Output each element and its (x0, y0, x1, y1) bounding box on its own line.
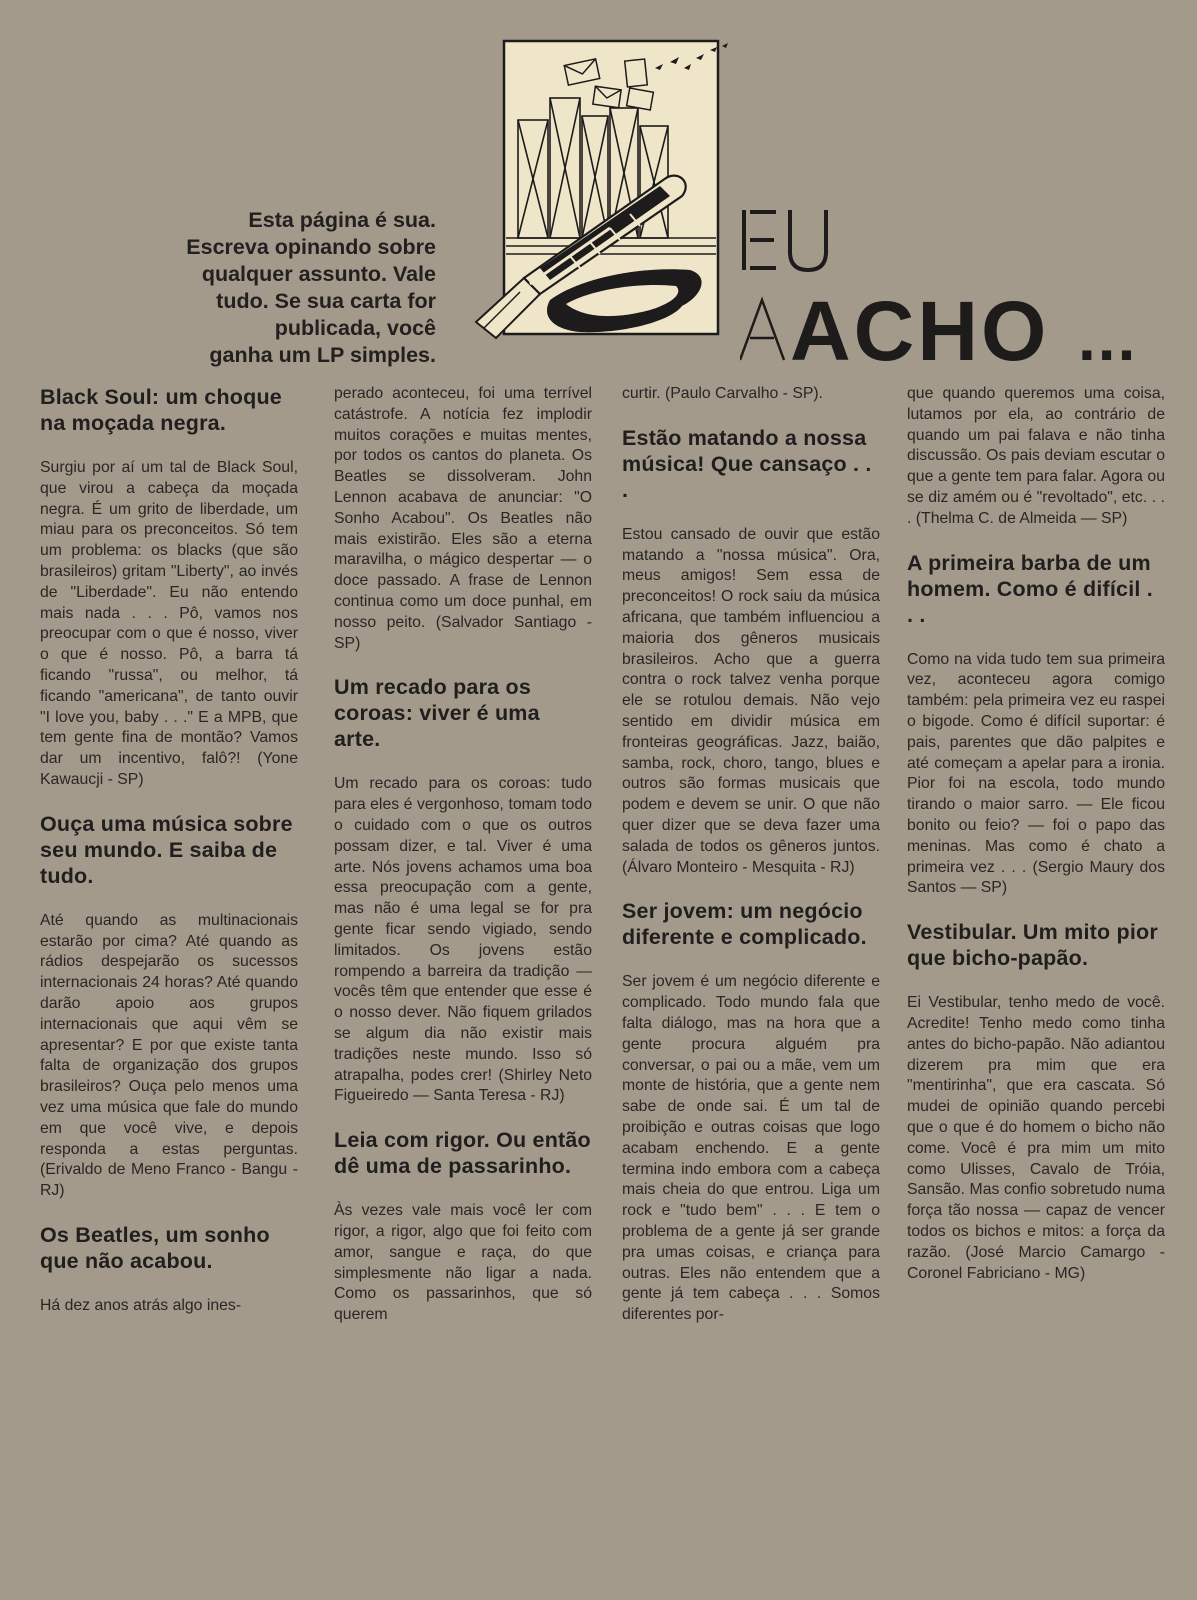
article-headline: Ser jovem: um negócio diferente e complicado. (622, 899, 867, 950)
article-body: Às vezes vale mais você ler com rigor, a rigor, algo que foi feito com amor, sangue e raça, do que simplesmente não ligar a nada. Como os passarinhos, que só querem (334, 1202, 592, 1324)
fountain-pen-city-envelopes-illustration (470, 38, 732, 368)
article-body: Estou cansado de ouvir que estão matando a "nossa música". Ora, meus amigos! Sem essa de preconceitos! O rock saiu da música africana, que também influenciou a maioria dos gêneros musicais brasileiros. Acho que a guerra contra o rock talvez venha porque ele se rotulou demais. Não vejo sentido em dividir música em fronteiras geográficas. Jazz, baião, samba, rock, choro, tango, blues e outros são formas musicais que podem e devem se unir. O que não quer dizer que se deva fazer uma salada de todos os gêneros juntos. (Álvaro Monteiro - Mesquita - RJ) (622, 525, 880, 876)
article-headline: Vestibular. Um mito pior que bicho-papão. (907, 920, 1158, 971)
article-headline: Black Soul: um choque na moçada negra. (40, 385, 282, 435)
article-body: Ser jovem é um negócio diferente e complicado. Todo mundo fala que falta diálogo, mas na hora que a gente procura alguém pra conversar, o pai ou a mãe, vem um monte de história, que a gente nem sabe de onde sai. É um tal de proibição e outras coisas que logo acabam enchendo. E a gente termina indo embora com a cabeça mais cheia do que entrou. Liga um rock e "tudo bem" . . . E tem o problema de a gente já ser grande pra umas coisas, e criança para outras. Eles não entendem que a gente já tem cabeça . . . Somos diferentes por- (622, 973, 880, 1324)
article-body: Há dez anos atrás algo ines- (40, 1296, 242, 1314)
masthead-ellipsis: ... (1078, 302, 1138, 374)
article-body: Como na vida tudo tem sua primeira vez, aconteceu agora comigo também: pela primeira vez eu raspei o bigode. Como é difícil suportar: é pais, parentes que dão palpites e até começam a apelar para a ironia. Pior foi na escola, todo mundo tirando o maior sarro. — Ele ficou bonito ou feio? — foi o papo das meninas. Mas como é chato a primeira vez . . . (Sergio Maury dos Santos — SP) (907, 650, 1165, 897)
column-2 (334, 384, 592, 1594)
article-body: Um recado para os coroas: tudo para eles é vergonhoso, tomam todo o cuidado com o que os outros possam dizer, e tal. Viver é uma arte. Nós jovens achamos uma boa essa preocupação com a gente, mas não é uma legal se for pra gente ficar sendo vigiado, sendo limitados. Os jovens estão rompendo a barreira da tradição — vocês têm que entender que esse é o nosso dever. Não fiquem grilados se algum dia não existir mais tradições neste mundo. Isso só atrapalha, podes crer! (Shirley Neto Figueiredo — Santa Teresa - RJ) (334, 775, 592, 1105)
column-3 (622, 384, 880, 1594)
column-1 (40, 384, 298, 1594)
article-body: perado aconteceu, foi uma terrível catástrofe. A notícia fez implodir muitos corações e muitas mentes, por todos os cantos do planeta. Os Beatles se dissolveram. John Lennon acabava de anunciar: "O Sonho Acabou". Os Beatles não mais existirão. Eles são a eterna maravilha, o mágico despertar — o doce passado. A frase de Lennon continua como um doce punhal, em nosso peito. (Salvador Santiago - SP) (334, 385, 592, 652)
article-body: que quando queremos uma coisa, lutamos por ela, ao contrário de quando um pai falava e não tinha discussão. Os pais deviam escutar o que a gente tem para falar. Agora ou se diz amém ou é "revoltado", etc. . . . (Thelma C. de Almeida — SP) (907, 385, 1165, 527)
intro-line: tudo. Se sua carta for (216, 289, 436, 313)
masthead-title (740, 200, 1197, 380)
article-body: Surgiu por aí um tal de Black Soul, que virou a cabeça da moçada negra. É um grito de liberdade, um miau para os preconceitos. Só tem um problema: os blacks (que são brasileiros) gritam "Liberty", ao invés de "Liberdade". Eu não entendo mais nada . . . Pô, vamos nos preocupar com o que é nosso, viver o que é nosso. Pô, a barra tá ficando "russa", ou melhor, tá ficando "americana", de tanto ouvir "I love you, baby . . ." E a MPB, que tem gente fina de montão? Vamos dar um incentivo, falô?! (Yone Kawaucji - SP) (40, 459, 298, 788)
article-body: curtir. (Paulo Carvalho - SP). (622, 385, 824, 402)
intro-line: Esta página é sua. (248, 208, 436, 232)
masthead-acho: ACHO (790, 284, 1050, 378)
article-headline: Ouça uma música sobre seu mundo. E saiba de tudo. (40, 811, 293, 888)
intro-line: Escreva opinando sobre (186, 235, 436, 259)
intro-line: qualquer assunto. Vale (201, 262, 436, 286)
intro-line: ganha um LP simples. (209, 343, 436, 367)
masthead-a-outline (740, 300, 784, 360)
article-headline: Estão matando a nossa música! Que cansaço . . . (622, 425, 872, 502)
article-headline: Um recado para os coroas: viver é uma arte. (334, 675, 540, 752)
intro-blurb (140, 207, 436, 369)
intro-line: publicada, você (274, 316, 436, 340)
article-headline: Os Beatles, um sonho que não acabou. (40, 1222, 270, 1273)
article-body: Ei Vestibular, tenho medo de você. Acredite! Tenho medo como tinha antes do bicho-papão. Não adiantou dizerem pra mim que era "mentirinha", que era cascata. Só mudei de opinião quando percebi que o que é do homem o bicho não come. Você é pra mim um mito como Ulisses, Cavalo de Tróia, Sansão. Mas confio sobretudo numa força tão nossa — capaz de vencer todos os bichos e mitos: a força da razão. (José Marcio Camargo - Coronel Fabriciano - MG) (907, 994, 1165, 1282)
column-4 (907, 384, 1165, 1594)
masthead-eu-lines (744, 210, 826, 270)
article-headline: Leia com rigor. Ou então dê uma de passarinho. (334, 1128, 591, 1179)
article-headline: A primeira barba de um homem. Como é difícil . . . (907, 550, 1153, 627)
article-body: Até quando as multinacionais estarão por cima? Até quando as rádios despejarão os sucessos internacionais 24 horas? Até quando darão apoio aos grupos internacionais que aqui vêm se apresentar? E por que existe tanta falta de organização dos grupos brasileiros? Ouça pelo menos uma vez uma música que fale do mundo em que você vive, e depois responda a estas perguntas. (Erivaldo de Meno Franco - Bangu - RJ) (40, 911, 298, 1200)
